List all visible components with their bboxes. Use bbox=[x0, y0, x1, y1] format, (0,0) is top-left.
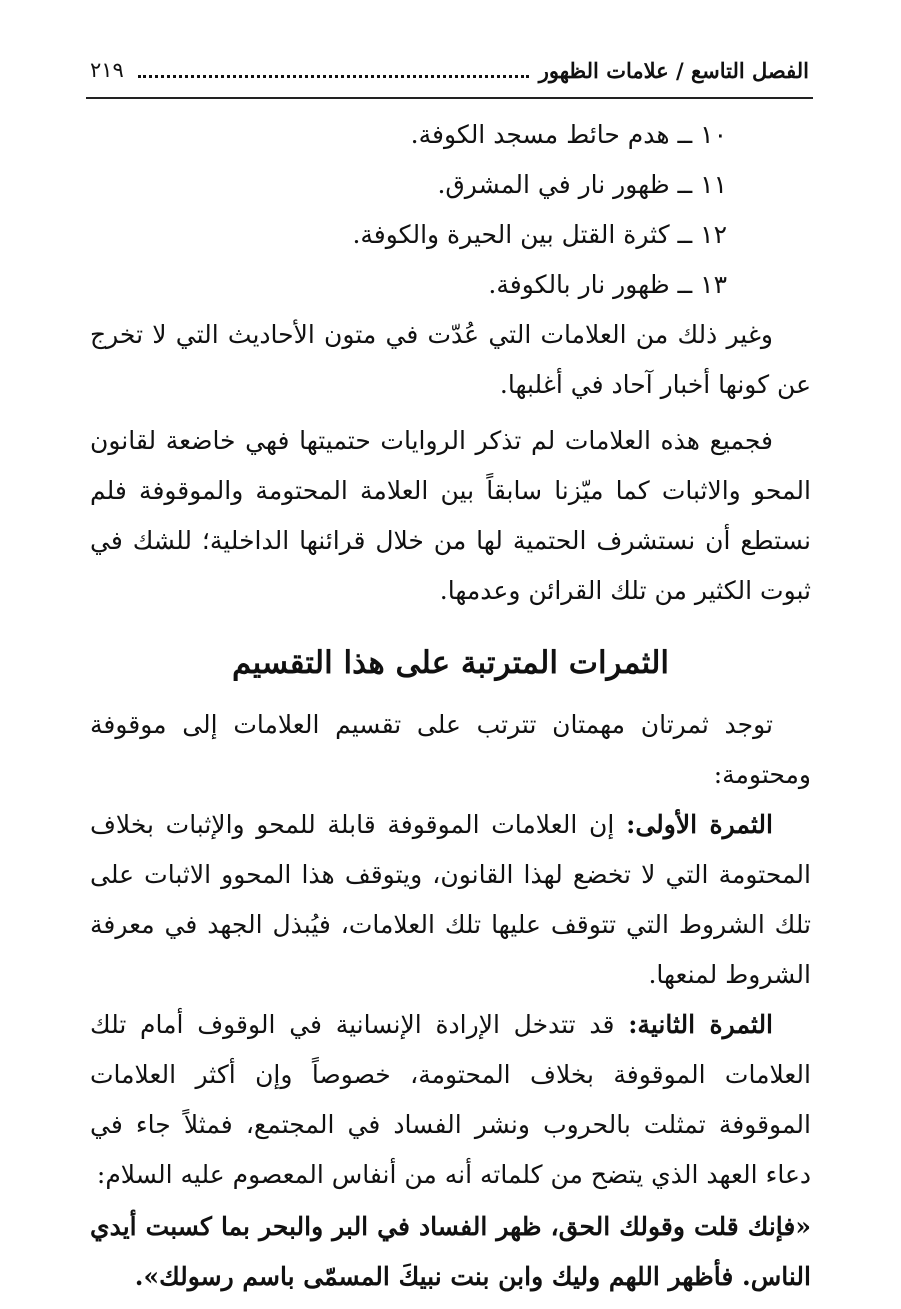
list-item: ١٢ ــ كثرة القتل بين الحيرة والكوفة. bbox=[352, 220, 727, 249]
section-intro: توجد ثمرتان مهمتان تترتب على تقسيم العلامات إلى موقوفة ومحتومة: bbox=[90, 710, 811, 789]
header-rule bbox=[86, 97, 813, 99]
second-benefit-label: الثمرة الثانية: bbox=[628, 1010, 774, 1039]
running-header bbox=[90, 50, 809, 90]
page-number: ٢١٩ bbox=[90, 57, 124, 82]
page-body bbox=[90, 110, 811, 1302]
second-benefit-paragraph bbox=[90, 1000, 811, 1200]
prayer-quote: «فإنك قلت وقولك الحق، ظهر الفساد في البر والبحر بما كسبت أيدي الناس. فأظهر اللهم وليك وابن بنت نبيكَ المسمّى باسم رسولك». bbox=[90, 1212, 811, 1291]
list-item: ١١ ــ ظهور نار في المشرق. bbox=[437, 170, 727, 199]
section-heading: الثمرات المترتبة على هذا التقسيم bbox=[231, 645, 669, 681]
first-benefit-label: الثمرة الأولى: bbox=[626, 810, 773, 839]
list-item: ١٠ ــ هدم حائط مسجد الكوفة. bbox=[410, 120, 727, 149]
list-item: ١٣ ــ ظهور نار بالكوفة. bbox=[488, 270, 727, 299]
dot-leader bbox=[138, 75, 529, 78]
first-benefit-text: إن العلامات الموقوفة قابلة للمحو والإثبات بخلاف المحتومة التي لا تخضع لهذا القانون، ويتوقف هذا المحوو الاثبات على تلك الشروط التي تتوقف عليها تلك العلامات، فيُبذل الجهد في معرفة الشروط لمنعها. bbox=[90, 810, 811, 989]
second-benefit-text: قد تتدخل الإرادة الإنسانية في الوقوف أمام تلك العلامات الموقوفة بخلاف المحتومة، خصوصاً وإن أكثر العلامات الموقوفة تمثلت بالحروب ونشر الفساد في المجتمع، فمثلاً جاء في دعاء العهد الذي يتضح من كلماته أنه من أنفاس المعصوم عليه السلام: bbox=[90, 1010, 811, 1189]
first-benefit-paragraph bbox=[90, 800, 811, 1000]
paragraph: فجميع هذه العلامات لم تذكر الروايات حتميتها فهي خاضعة لقانون المحو والاثبات كما ميّزنا سابقاً بين العلامة المحتومة والموقوفة فلم نستطع أن نستشرف الحتمية لها من خلال قرائنها الداخلية؛ للشك في ثبوت الكثير من تلك القرائن وعدمها. bbox=[90, 426, 811, 605]
running-title: الفصل التاسع / علامات الظهور bbox=[538, 57, 809, 83]
paragraph: وغير ذلك من العلامات التي عُدّت في متون الأحاديث التي لا تخرج عن كونها أخبار آحاد في أغلبها. bbox=[90, 320, 811, 399]
